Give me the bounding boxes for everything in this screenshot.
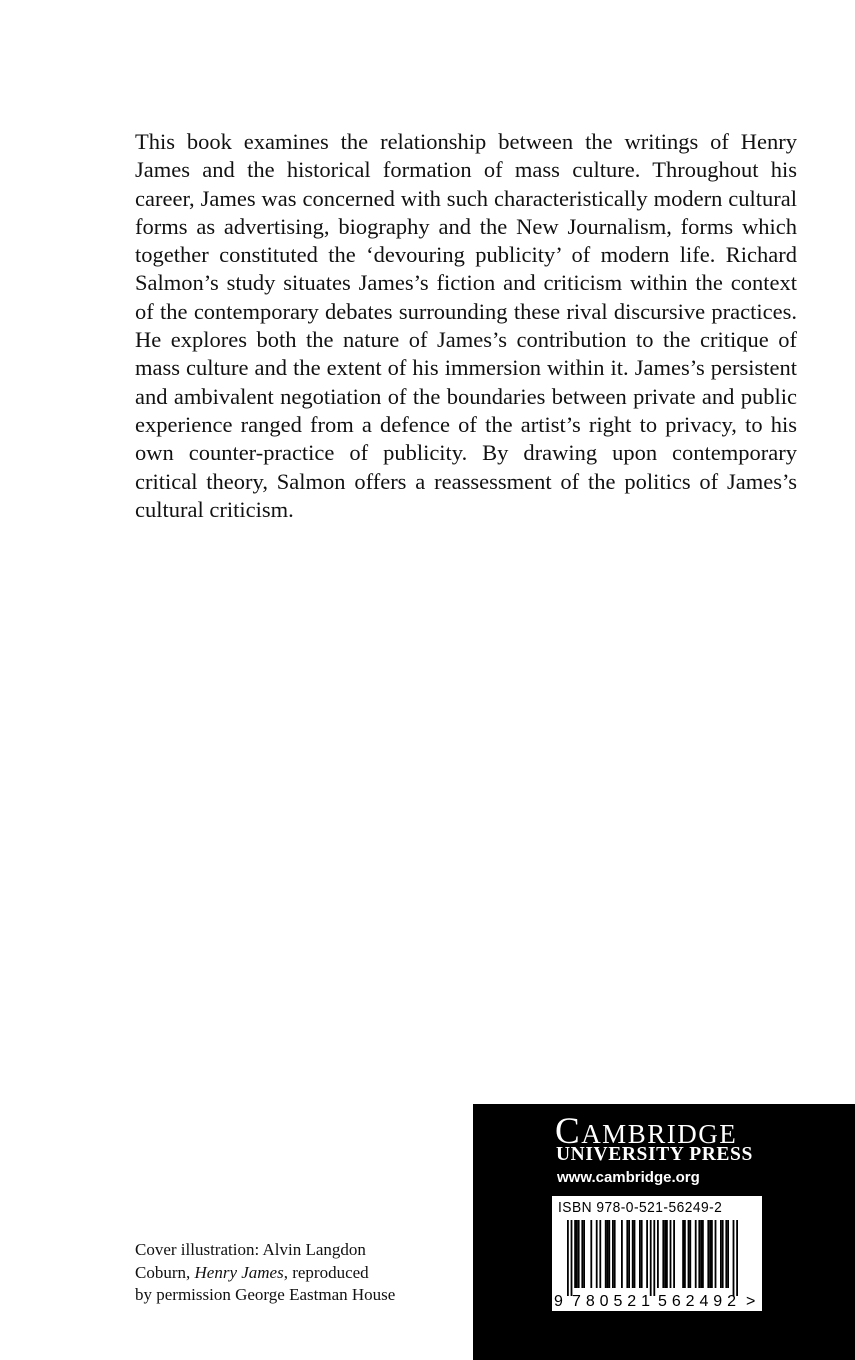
isbn-label: ISBN 978-0-521-56249-2 — [558, 1199, 723, 1216]
barcode-bar — [628, 1220, 630, 1288]
barcode-bar — [574, 1220, 576, 1288]
barcode-bar — [607, 1220, 609, 1288]
barcode-bar — [670, 1220, 672, 1288]
barcode-bars — [567, 1220, 738, 1296]
barcode-bar — [608, 1220, 610, 1288]
barcode-bar — [689, 1220, 691, 1288]
barcode-bar — [632, 1220, 634, 1288]
barcode-bar — [666, 1220, 668, 1288]
barcode-bar — [650, 1220, 652, 1296]
barcode-bar — [684, 1220, 686, 1288]
barcode-bar — [664, 1220, 666, 1288]
barcode-bar — [596, 1220, 598, 1288]
barcode-bar — [646, 1220, 648, 1288]
barcode-bar — [599, 1220, 601, 1288]
isbn-barcode — [552, 1196, 762, 1311]
barcode-bar — [581, 1220, 583, 1288]
barcode-bar — [725, 1220, 727, 1288]
barcode-bar — [688, 1220, 690, 1288]
barcode-bar — [626, 1220, 628, 1288]
barcode-bar — [571, 1220, 573, 1296]
barcode-bar — [727, 1220, 729, 1288]
barcode-bar — [720, 1220, 722, 1288]
barcode-bar — [578, 1220, 580, 1288]
barcode-bar — [673, 1220, 675, 1288]
publisher-panel — [473, 1104, 855, 1360]
publisher-subtitle: UNIVERSITY PRESS — [556, 1144, 753, 1165]
barcode-bar — [605, 1220, 607, 1288]
barcode-bar — [639, 1220, 641, 1288]
barcode-lead-digit: 9 — [554, 1293, 563, 1310]
barcode-right-digits: 562492 — [658, 1293, 736, 1310]
barcode-bar — [709, 1220, 711, 1288]
barcode-graphic — [552, 1196, 762, 1311]
barcode-bar — [711, 1220, 713, 1288]
credit-line-3: by permission George Eastman House — [135, 1285, 396, 1304]
barcode-bar — [700, 1220, 702, 1288]
back-cover-blurb: This book examines the relationship between the writings of Henry James and the historical formation of mass culture. Throughout his career, James was concerned with such characteristically modern cultural forms as advertising, biography and the New Journalism, forms which together constituted the ‘devouring publicity’ of modern life. Richard Salmon’s study situates James’s fiction and criticism within the context of the contemporary debates surrounding these rival discursive practices. He explores both the nature of James’s contribution to the critique of mass culture and the extent of his immersion within it. James’s persistent and ambivalent negotiation of the boundaries between private and public experience ranged from a defence of the artist’s right to privacy, to his own counter-practice of publicity. By drawing upon contemporary critical theory, Salmon offers a reassessment of the politics of James’s cultural criticism. — [135, 129, 797, 522]
publisher-name-rest: AMBRIDGE — [581, 1119, 738, 1149]
barcode-bar — [583, 1220, 585, 1288]
credit-line-2-suffix: , reproduced — [283, 1262, 369, 1282]
credit-line-2-prefix: Coburn, — [135, 1262, 195, 1282]
barcode-bar — [657, 1220, 659, 1288]
barcode-bar — [576, 1220, 578, 1288]
barcode-bar — [682, 1220, 684, 1288]
barcode-bar — [612, 1220, 614, 1288]
barcode-bar — [733, 1220, 735, 1296]
barcode-bar — [653, 1220, 655, 1296]
barcode-bar — [641, 1220, 643, 1288]
barcode-bar — [707, 1220, 709, 1288]
barcode-bar — [698, 1220, 700, 1288]
barcode-bar — [662, 1220, 664, 1288]
barcode-bar — [702, 1220, 704, 1288]
barcode-bar — [634, 1220, 636, 1288]
barcode-quiet-zone-marker: > — [746, 1293, 756, 1310]
barcode-bar — [567, 1220, 569, 1296]
publisher-url: www.cambridge.org — [557, 1169, 700, 1186]
barcode-left-digits: 780521 — [572, 1293, 650, 1310]
publisher-name-initial: C — [555, 1111, 582, 1152]
credit-artwork-title: Henry James — [194, 1262, 284, 1282]
barcode-bar — [590, 1220, 592, 1288]
barcode-bar — [715, 1220, 717, 1288]
barcode-bar — [695, 1220, 697, 1288]
barcode-bar — [736, 1220, 738, 1296]
cover-illustration-credit — [135, 1239, 455, 1307]
credit-line-1: Cover illustration: Alvin Langdon — [135, 1240, 366, 1259]
barcode-bar — [614, 1220, 616, 1288]
barcode-bar — [621, 1220, 623, 1288]
barcode-bar — [722, 1220, 724, 1288]
